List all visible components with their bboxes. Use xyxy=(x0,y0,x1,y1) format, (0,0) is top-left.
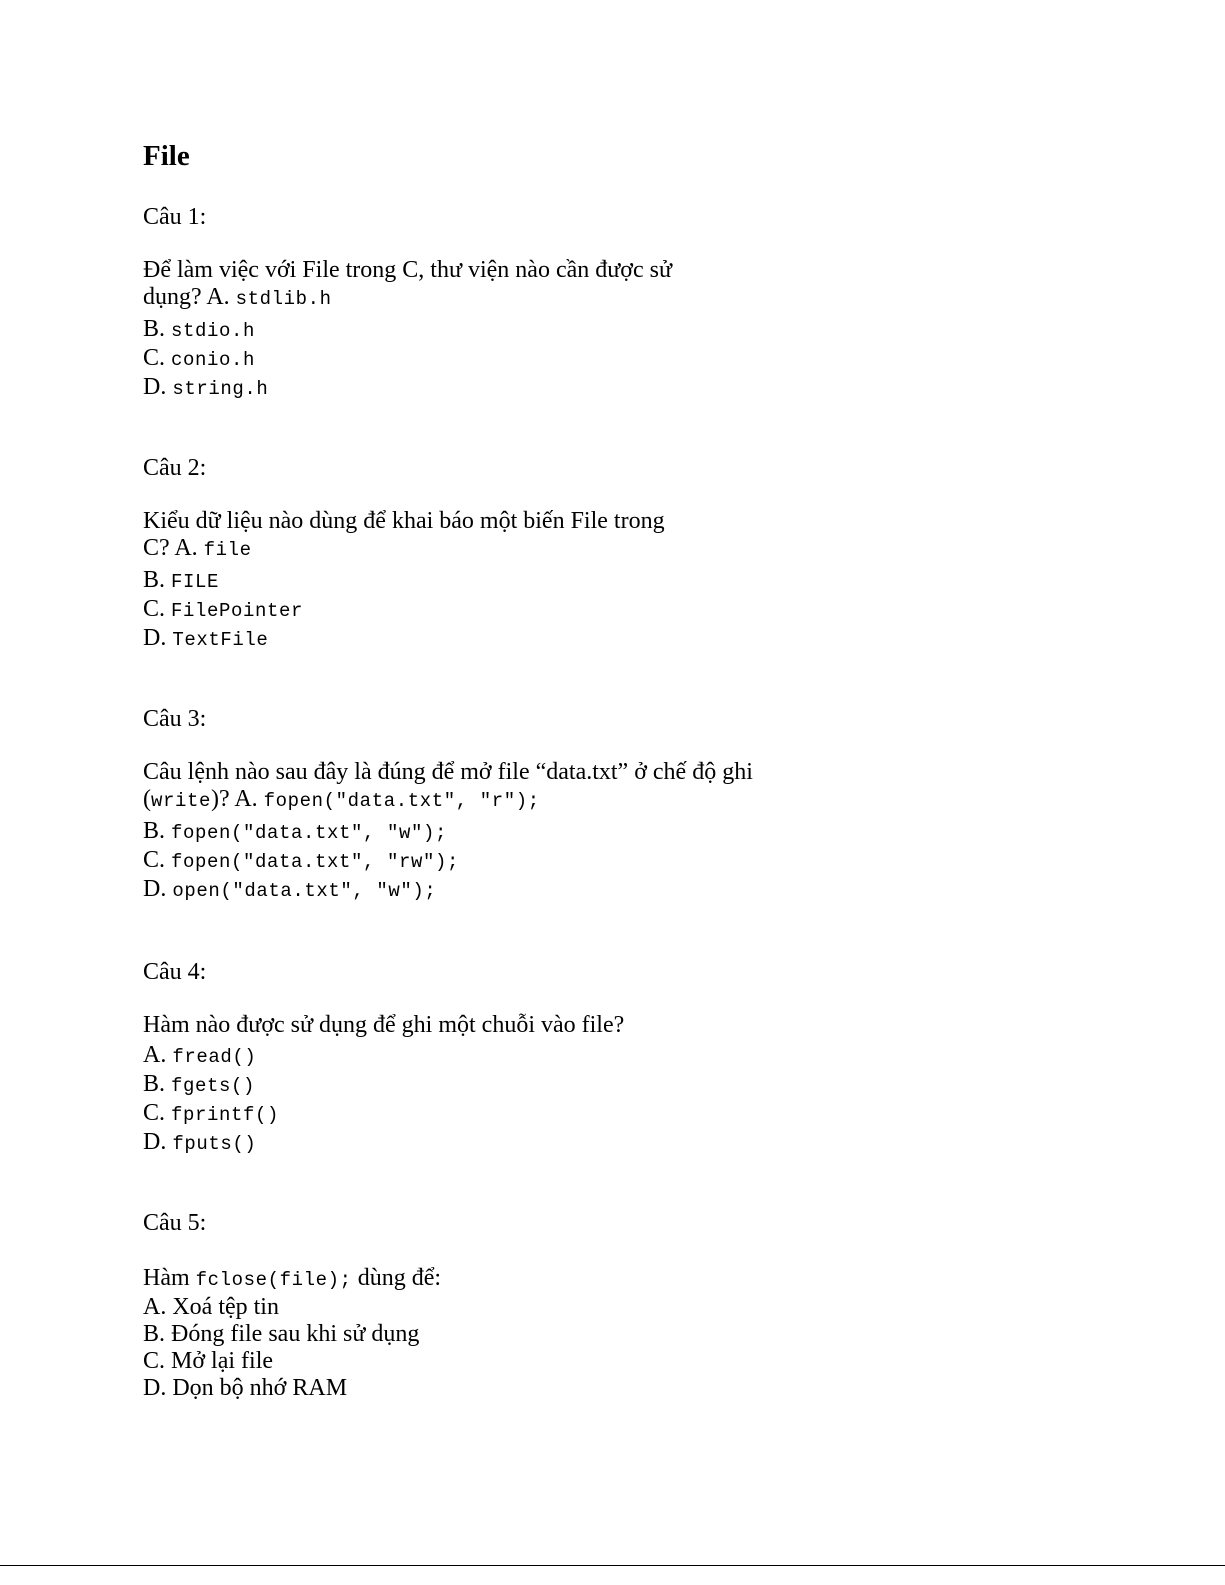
page-bottom-divider xyxy=(0,1565,1225,1566)
option-b: B. Đóng file sau khi sử dụng xyxy=(143,1321,420,1347)
option-b xyxy=(143,1070,823,1099)
option-b xyxy=(143,817,823,846)
option-d xyxy=(143,373,823,402)
option-letter: D. xyxy=(143,374,167,400)
option-d xyxy=(143,624,823,653)
question-stem xyxy=(143,257,683,313)
option-a-code: file xyxy=(203,539,252,561)
option-letter: B. xyxy=(143,316,166,342)
option-code: fopen("data.txt", "rw"); xyxy=(171,851,460,873)
option-code: conio.h xyxy=(171,349,256,371)
question-3 xyxy=(143,704,823,904)
option-c: C. Mở lại file xyxy=(143,1348,274,1374)
question-stem xyxy=(143,1012,823,1039)
stem-text: Câu lệnh nào sau đây là đúng để mở file “data.txt” ở chế độ ghi xyxy=(143,759,753,785)
stem-suffix: dùng để: xyxy=(357,1265,442,1291)
option-letter: D. xyxy=(143,876,167,902)
option-code: fread() xyxy=(172,1046,257,1068)
question-4 xyxy=(143,957,823,1157)
question-label: Câu 1: xyxy=(143,204,207,230)
option-letter: C. xyxy=(143,1100,166,1126)
option-c xyxy=(143,846,823,875)
stem-after: )? A. xyxy=(211,786,258,812)
question-stem xyxy=(143,1265,823,1294)
option-code: TextFile xyxy=(172,629,269,651)
option-b xyxy=(143,315,823,344)
option-a xyxy=(143,1041,823,1070)
option-letter: B. xyxy=(143,567,166,593)
option-letter: B. xyxy=(143,818,166,844)
page-title: File xyxy=(143,140,190,172)
option-code: open("data.txt", "w"); xyxy=(172,880,437,902)
option-a: A. Xoá tệp tin xyxy=(143,1294,279,1320)
option-code: stdio.h xyxy=(171,320,256,342)
question-label: Câu 3: xyxy=(143,706,207,732)
option-c xyxy=(143,1099,823,1128)
option-code: string.h xyxy=(172,378,269,400)
write-mode-code: write xyxy=(151,790,212,812)
option-code: fgets() xyxy=(171,1075,256,1097)
option-d xyxy=(143,875,823,904)
stem-prefix: Hàm xyxy=(143,1265,190,1291)
question-stem xyxy=(143,508,673,564)
question-label: Câu 2: xyxy=(143,455,207,481)
paren-open: ( xyxy=(143,786,151,812)
question-2 xyxy=(143,453,823,653)
stem-text: Để làm việc với File trong C, thư viện nào cần được sử dụng? A. xyxy=(143,257,672,310)
option-code: fopen("data.txt", "w"); xyxy=(171,822,448,844)
question-label: Câu 4: xyxy=(143,959,207,985)
option-c xyxy=(143,344,823,373)
option-b xyxy=(143,566,823,595)
option-letter: D. xyxy=(143,1129,167,1155)
option-letter: C. xyxy=(143,596,166,622)
stem-text: Kiểu dữ liệu nào dùng để khai báo một biến File trong C? A. xyxy=(143,508,665,561)
option-letter: C. xyxy=(143,345,166,371)
option-letter: B. xyxy=(143,1071,166,1097)
option-code: fputs() xyxy=(172,1133,257,1155)
option-letter: C. xyxy=(143,847,166,873)
option-c xyxy=(143,595,823,624)
question-label: Câu 5: xyxy=(143,1210,207,1236)
option-a-code: fopen("data.txt", "r"); xyxy=(263,790,540,812)
option-d: D. Dọn bộ nhớ RAM xyxy=(143,1375,348,1401)
option-letter: D. xyxy=(143,625,167,651)
option-code: fprintf() xyxy=(171,1104,280,1126)
fclose-code: fclose(file); xyxy=(195,1269,352,1291)
question-5 xyxy=(143,1208,823,1402)
option-code: FilePointer xyxy=(171,600,304,622)
stem-text: Hàm nào được sử dụng để ghi một chuỗi vào file? xyxy=(143,1012,625,1038)
option-code: FILE xyxy=(171,571,220,593)
option-d xyxy=(143,1128,823,1157)
question-1 xyxy=(143,202,823,402)
option-a-code: stdlib.h xyxy=(235,288,332,310)
option-letter: A. xyxy=(143,1042,167,1068)
question-stem xyxy=(143,759,803,815)
